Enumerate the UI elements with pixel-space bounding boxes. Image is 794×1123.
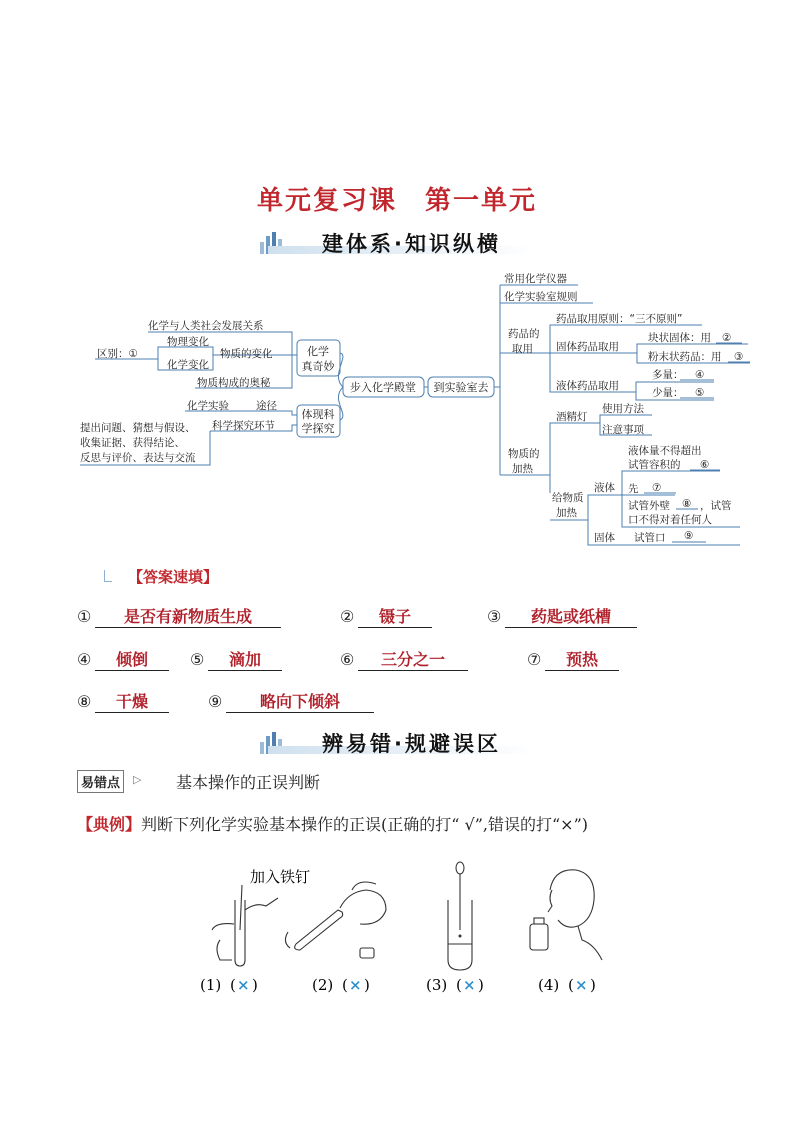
svg-text:): ) (364, 976, 370, 994)
node-inquiry-1: 体现科 (301, 408, 335, 421)
answer-row-1: ① 是否有新物质生成 (77, 604, 281, 628)
answer-row-5: ⑤ 滴加 (190, 647, 282, 671)
fig2-pouring (285, 882, 386, 958)
relation-text: 化学与人类社会发展关系 (148, 320, 264, 332)
principle-text: 药品取用原则：“三不原则” (556, 313, 683, 325)
solid-taking-text: 固体药品取用 (556, 341, 619, 353)
answer-4: 倾倒 (95, 647, 169, 671)
notes-text: 注意事项 (602, 424, 644, 436)
fig1-tube-hand (212, 885, 278, 966)
heat-sub-1: 给物质 (552, 492, 584, 504)
answer-7: 预热 (545, 647, 619, 671)
fig3-mark: × (463, 976, 476, 994)
taking-1: 药品的 (508, 328, 540, 340)
knowledge-mindmap (0, 265, 794, 555)
example-question (77, 812, 588, 835)
fig2-label: (2) (312, 976, 334, 994)
fig3-label: (3) (426, 976, 448, 994)
taking-2: 取用 (512, 343, 533, 355)
answer-6: 三分之一 (358, 647, 468, 671)
answer-row-4: ④ 倾倒 (77, 647, 169, 671)
step-line-3: 反思与评价、表达与交流 (80, 452, 196, 464)
node-inquiry-2: 学探究 (301, 422, 335, 435)
vol-2: 试管容积的 (628, 459, 681, 471)
fig1-label: (1) (200, 976, 222, 994)
answer-row-8: ⑧ 干燥 (77, 689, 169, 713)
mystery-text: 物质构成的奥秘 (197, 377, 271, 389)
mark-8: ⑧ (682, 498, 692, 510)
mark-4: ④ (695, 369, 705, 381)
example-tag: 【典例】 (77, 815, 142, 834)
answer-row-7: ⑦ 预热 (527, 647, 619, 671)
solid2-text: 固体 (594, 532, 615, 544)
section-banner-system (258, 228, 558, 256)
answer-5: 滴加 (208, 647, 282, 671)
approach-text: 途径 (256, 400, 277, 412)
svg-text:): ) (478, 976, 484, 994)
svg-text:(: ( (568, 976, 574, 994)
experiment-text: 化学实验 (187, 400, 229, 412)
chemical-change-text: 化学变化 (167, 359, 209, 371)
first-text: 先 (628, 483, 639, 495)
powder-text: 粉末状药品：用 (648, 351, 722, 363)
banner-title: 建体系·知识纵横 (322, 232, 501, 256)
block-solid-text: 块状固体：用 (648, 332, 711, 344)
svg-text:(: ( (230, 976, 236, 994)
outer-3: 口不得对着任何人 (628, 514, 712, 526)
heat-sub-2: 加热 (556, 507, 577, 519)
rules-text: 化学实验室规则 (504, 291, 578, 303)
answer-9: 略向下倾斜 (226, 689, 374, 713)
mark-3: ③ (734, 351, 744, 363)
answer-marker-icon (104, 570, 112, 582)
section-banner-errors (258, 728, 558, 756)
error-topic: 基本操作的正误判断 (176, 773, 321, 792)
example-text: 判断下列化学实验基本操作的正误(正确的打“ √”,错误的打“×”) (141, 815, 588, 834)
little-text: 少量： (652, 387, 684, 399)
changes-text: 物质的变化 (220, 348, 273, 360)
heating-1: 物质的 (508, 448, 540, 460)
mouth-text: 试管口 (634, 532, 666, 544)
lab-node: 到实验室去 (433, 381, 489, 394)
mark-2: ② (722, 332, 732, 344)
lamp-text: 酒精灯 (556, 411, 588, 423)
usage-text: 使用方法 (602, 403, 644, 415)
page-title: 单元复习课 第一单元 (256, 186, 537, 216)
error-point-label: 易错点 (77, 770, 124, 793)
answers-heading: 【答案速填】 (128, 568, 219, 586)
fig3-dropper (448, 862, 472, 970)
instruments-text: 常用化学仪器 (504, 273, 567, 285)
answer-row-2: ② 镊子 (340, 604, 432, 628)
answer-row-3: ③ 药匙或纸槽 (487, 604, 637, 628)
answer-2: 镊子 (358, 604, 432, 628)
node-chemistry-wonder-2: 真奇妙 (301, 360, 335, 373)
fig4-mark: × (575, 976, 588, 994)
mark-5: ⑤ (695, 387, 705, 399)
fig2-mark: × (349, 976, 362, 994)
difference-text: 区别：① (97, 348, 138, 360)
fig4-smelling (530, 870, 602, 960)
step-line-2: 收集证据、获得结论、 (80, 437, 185, 449)
fig4-label: (4) (538, 976, 560, 994)
outer-2: ，试管 (700, 500, 732, 512)
physical-change-text: 物理变化 (167, 336, 209, 348)
answer-3: 药匙或纸槽 (505, 604, 637, 628)
operation-figures (190, 860, 620, 1000)
answer-1: 是否有新物质生成 (95, 604, 281, 628)
arrow-right-icon: ▷ (133, 773, 142, 786)
svg-text:): ) (590, 976, 596, 994)
heating-2: 加热 (512, 463, 533, 475)
inquiry-steps-text: 科学探究环节 (212, 420, 275, 432)
answer-row-9: ⑨ 略向下倾斜 (208, 689, 374, 713)
node-chemistry-wonder-1: 化学 (307, 345, 329, 358)
vol-1: 液体量不得超出 (628, 445, 702, 457)
svg-text:): ) (252, 976, 258, 994)
liquid2-text: 液体 (594, 482, 615, 494)
svg-text:(: ( (456, 976, 462, 994)
mark-9: ⑨ (684, 530, 694, 542)
fig1-caption: 加入铁钉 (250, 868, 311, 886)
mark-6: ⑥ (700, 459, 710, 471)
fig1-mark: × (237, 976, 250, 994)
step-line-1: 提出问题、猜想与假设、 (80, 422, 196, 434)
banner-title: 辨易错·规避误区 (322, 732, 501, 756)
much-text: 多量： (652, 369, 684, 381)
mindmap-center: 步入化学殿堂 (350, 381, 416, 394)
outer-1: 试管外壁 (628, 500, 670, 512)
answer-8: 干燥 (95, 689, 169, 713)
liquid-taking-text: 液体药品取用 (556, 380, 619, 392)
answer-row-6: ⑥ 三分之一 (340, 647, 468, 671)
svg-text:(: ( (342, 976, 348, 994)
mark-7: ⑦ (652, 482, 662, 494)
